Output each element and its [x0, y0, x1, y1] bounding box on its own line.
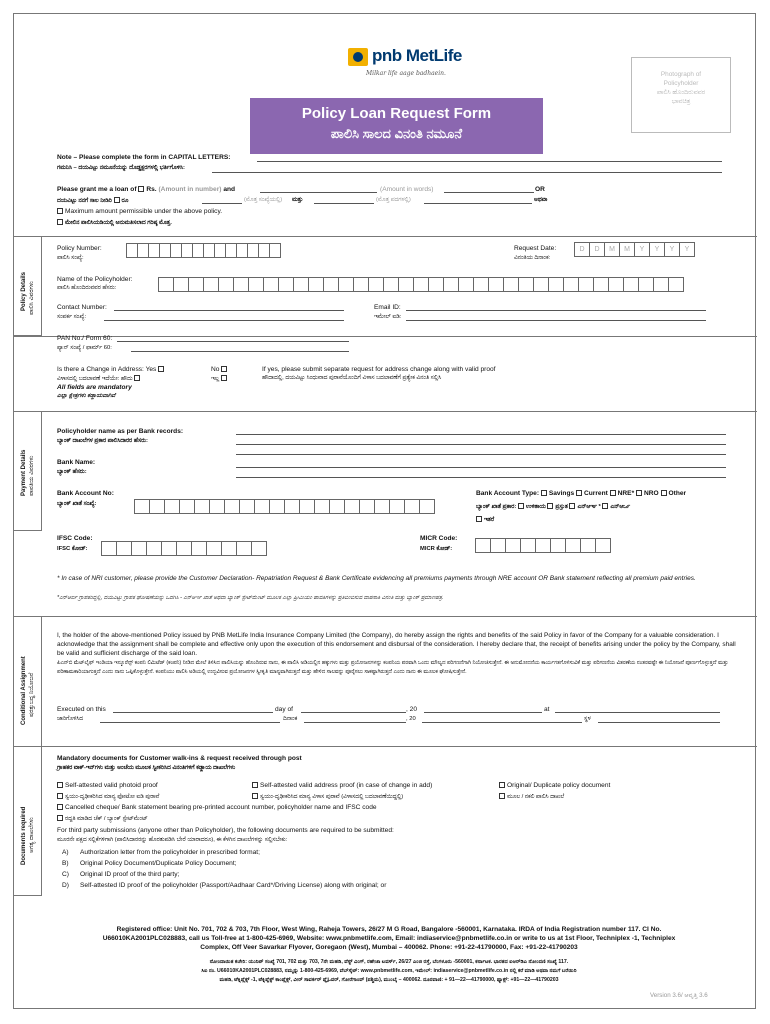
year-label-kn: , 20 — [406, 716, 416, 722]
nro-checkbox[interactable] — [636, 490, 642, 496]
ifsc-boxes[interactable] — [101, 541, 266, 556]
and-label: and — [223, 186, 236, 193]
amount-line-kn[interactable] — [202, 203, 242, 204]
footer-line: Registered office: Unit No. 701, 702 & 703, 7th Floor, West Wing, Raheja Towers, 26/27 M G Road, Bangalore -560001, Karnataka. IRDA of India Registration number 117. CI No. — [116, 926, 662, 933]
conditional-assignment-tab — [14, 616, 42, 748]
mandatory-note: All fields are mandatory — [57, 384, 132, 391]
other-checkbox[interactable] — [661, 490, 667, 496]
footer-line-kn: ಮಹಡಿ, ಟೆಕ್ನಿಪ್ಲೆಕ್ಸ್ -1, ಟೆಕ್ನಿಪ್ಲೆಕ್ಸ್ ಕಾಂಪ್ಲೆಕ್ಸ್, ವೀರ್ ಸಾವರ್ಕರ್ ಫ್ಲೈಓವರ್, ಗೋರೆಗಾಂವ್ (ಪಶ್ಚಿಮ), ಮುಂಬೈ – 400062. ದೂರವಾಣಿ: + 91—22—41790000, ಫ್ಯಾಕ್ಸ್: +91—22—41790203 — [219, 977, 559, 983]
date-box[interactable]: M — [604, 242, 620, 257]
policy-number-label: Policy Number: — [57, 245, 102, 252]
conditional-tab-label: Conditional Assignment — [21, 656, 27, 725]
footer-line: Complex, Off Veer Savarkar Flyover, Goregaon (West), Mumbai – 400062. Phone: +91-22-41790000, Fax: +91-22-41790203 — [200, 944, 578, 951]
doc-photoid-checkbox-kn[interactable] — [57, 793, 63, 799]
contact-number-line[interactable] — [104, 320, 344, 321]
doc-cheque-label: Cancelled cheque/ Bank statement bearing pre-printed account number, policyholder name and IFSC code — [65, 804, 377, 811]
amount-words-hint-kn: (ಮೊತ್ತ ಪದಗಳಲ್ಲಿ) — [376, 197, 411, 203]
section-divider — [14, 236, 757, 237]
loan-amount-checkbox-kn[interactable] — [114, 197, 120, 203]
policyholder-name-boxes[interactable] — [158, 277, 683, 292]
doc-cheque-label-kn: ರದ್ದತಿ ಮಾಡಿದ ಚೆಕ್ / ಬ್ಯಾಂಕ್ ಸ್ಟೇಟ್‌ಮೆಂಟ್ — [65, 816, 148, 822]
brand-metlife: MetLife — [405, 46, 462, 65]
brand-tagline: Milkar life aage badhaein. — [366, 70, 446, 77]
nre-checkbox-kn[interactable] — [569, 503, 575, 509]
address-change-yes-checkbox-kn[interactable] — [134, 375, 140, 381]
ifsc-label-kn: IFSC ಕೋಡ್: — [57, 546, 88, 552]
and-label-kn: ಮತ್ತು — [292, 197, 303, 203]
photo-label-kn: ಭಾವಚಿತ್ರ — [671, 98, 691, 105]
loan-label: Please grant me a loan of — [57, 186, 137, 193]
type-nro: NRO — [644, 490, 659, 497]
savings-checkbox[interactable] — [541, 490, 547, 496]
nro-checkbox-kn[interactable] — [602, 503, 608, 509]
rs-label-kn: ರೂ — [121, 198, 129, 204]
address-change-yes-checkbox[interactable] — [158, 366, 164, 372]
executed-day-line[interactable] — [113, 712, 273, 713]
footer-line: U66010KA2001PLC028883, call us Toll-free at 1-800-425-6969, Website: www.pnbmetlife.com, Email: indiaservice@pnbmetlife.co.in or write to us at 1st Floor, Techniplex -1, Techniplex — [102, 935, 676, 942]
email-line[interactable] — [406, 320, 706, 321]
payment-details-tab-label: Payment Details — [21, 449, 27, 496]
day-of-label: day of — [275, 706, 293, 713]
savings-checkbox-kn[interactable] — [518, 503, 524, 509]
third-party-note: For third party submissions (anyone other than Policyholder), the following documents are required to be submitted: — [57, 827, 394, 834]
doc-item-letter: D) — [62, 882, 69, 889]
section-divider — [14, 616, 757, 617]
doc-policy-checkbox[interactable] — [499, 782, 505, 788]
address-change-label-kn: ವಿಳಾಸದಲ್ಲಿ ಬದಲಾವಣೆ ಇದೆಯೇ: ಹೌದು — [57, 376, 133, 382]
type-current-kn: ಪ್ರಸ್ತುತ — [555, 504, 568, 510]
pnb-metlife-logo — [344, 46, 484, 86]
pan-label-kn: ಪ್ಯಾನ್ ಸಂಖ್ಯೆ / ಫಾರ್ಮ್ 60: — [57, 345, 112, 351]
bank-name-line[interactable] — [236, 467, 726, 468]
form-title: Policy Loan Request Form — [301, 105, 492, 122]
account-number-label-kn: ಬ್ಯಾಂಕ್ ಖಾತೆ ಸಂಖ್ಯೆ: — [57, 501, 97, 507]
note-line — [257, 161, 722, 162]
request-date-boxes[interactable] — [574, 242, 694, 257]
account-type-label-kn: ಬ್ಯಾಂಕ್ ಖಾತೆ ಪ್ರಕಾರ: — [476, 504, 517, 510]
doc-item-letter: C) — [62, 871, 69, 878]
contact-number-label: Contact Number: — [57, 304, 107, 311]
policy-details-tab-label-kn: ಪಾಲಿಸಿ ವಿವರಗಳು — [29, 281, 35, 315]
pan-line[interactable] — [117, 341, 349, 342]
place-label-kn: ಸ್ಥಳ — [584, 716, 591, 722]
executed-month-line-kn[interactable] — [304, 722, 406, 723]
executed-on-label: Executed on this — [57, 706, 106, 713]
current-checkbox[interactable] — [576, 490, 582, 496]
doc-address-label: Self-attested valid address proof (in case of change in add) — [260, 782, 433, 789]
pnb-logo-icon — [348, 48, 368, 66]
pan-line[interactable] — [131, 351, 349, 352]
policyholder-name-label-kn: ಪಾಲಿಸಿ ಹೊಂದಿರುವವರ ಹೆಸರು: — [57, 285, 117, 291]
doc-item-text: Self-attested ID proof of the policyholder (Passport/Aadhaar Card*/Driving License) along with original; or — [80, 882, 387, 889]
address-note-kn: ಹೌದಾದಲ್ಲಿ, ದಯವಿಟ್ಟು ಸಿಂಧುವಾದ ಪುರಾವೆಯೊಂದಿಗೆ ವಿಳಾಸ ಬದಲಾವಣೆಗೆ ಪ್ರತ್ಯೇಕ ವಿನಂತಿ ಸಲ್ಲಿಸಿ — [262, 375, 442, 381]
email-label: Email ID: — [374, 304, 401, 311]
date-box[interactable]: Y — [634, 242, 650, 257]
date-box[interactable]: D — [574, 242, 590, 257]
bank-holder-name-label: Policyholder name as per Bank records: — [57, 428, 184, 435]
request-date-label-kn: ವಿನಂತಿಯ ದಿನಾಂಕ: — [514, 255, 551, 261]
amount-line-kn[interactable] — [424, 203, 532, 204]
documents-heading-kn: ಗ್ರಾಹಕರ ವಾಕ್-ಇನ್‌ಗಳು ಮತ್ತು ಅಂಚೆಯ ಮೂಲಕ ಸ್ವೀಕರಿಸಿದ ವಿನಂತಿಗಳಿಗೆ ಕಡ್ಡಾಯ ದಾಖಲೆಗಳು — [57, 765, 236, 771]
amount-words-hint: (Amount in words) — [380, 186, 434, 193]
title-banner — [250, 98, 543, 154]
documents-tab-label-kn: ಅಗತ್ಯ ದಾಖಲೆಗಳು — [29, 817, 35, 853]
doc-address-checkbox-kn[interactable] — [252, 793, 258, 799]
account-number-boxes[interactable] — [134, 499, 434, 514]
nri-note: * In case of NRI customer, please provide the Customer Declaration- Repatriation Request & Bank Certificate evidencing all premiums payments through NRE account OR Bank statement reflecting all premium paid entries. — [57, 575, 696, 582]
payment-details-tab — [14, 411, 42, 531]
mandatory-note-kn: ಎಲ್ಲಾ ಕ್ಷೇತ್ರಗಳು ಕಡ್ಡಾಯವಾಗಿವೆ — [57, 393, 116, 399]
documents-required-tab — [14, 746, 42, 896]
at-label: at — [544, 706, 550, 713]
micr-label: MICR Code: — [420, 535, 458, 542]
photo-label: Policyholder — [663, 80, 699, 87]
account-type-label: Bank Account Type: — [476, 490, 540, 497]
request-date-label: Request Date: — [514, 245, 557, 252]
doc-address-checkbox[interactable] — [252, 782, 258, 788]
photo-label-kn: ಪಾಲಿಸಿ ಹೊಂದಿರುವವರ — [656, 89, 706, 96]
micr-label-kn: MICR ಕೋಡ್: — [420, 546, 453, 552]
doc-photoid-label-kn: ಸ್ವಯಂ-ದೃಢೀಕರಿಸಿದ ಮಾನ್ಯ ಫೋಟೋ ಐಡಿ ಪುರಾವೆ — [65, 794, 160, 800]
or-label-kn: ಅಥವಾ — [534, 197, 548, 203]
policy-details-tab-label: Policy Details — [21, 271, 27, 311]
email-label-kn: ಇಮೇಲ್ ಐಡಿ: — [374, 314, 402, 320]
nre-checkbox[interactable] — [610, 490, 616, 496]
type-other-kn: ಇತರೆ — [484, 517, 495, 523]
loan-amount-checkbox[interactable] — [138, 186, 144, 192]
section-divider — [14, 746, 757, 747]
doc-item-letter: A) — [62, 849, 69, 856]
or-label: OR — [535, 186, 545, 193]
type-savings-kn: ಉಳಿತಾಯ — [525, 504, 546, 510]
note-text-kn: ಗಮನಿಸಿ – ದಯವಿಟ್ಟು ನಮೂನೆಯನ್ನು ದೊಡ್ಡಕ್ಷರಗಳಲ್ಲಿ ಭರ್ತಿಗೊಳಿಸಿ: — [57, 165, 185, 171]
executed-place-line[interactable] — [555, 712, 720, 713]
max-amount-label-kn: ಮೇಲಿನ ಪಾಲಿಸಿಯಡಿಯಲ್ಲಿ ಅನುಮತಿಸಲಾದ ಗರಿಷ್ಠ ಮೊತ್ತ. — [65, 220, 172, 226]
ifsc-label: IFSC Code: — [57, 535, 93, 542]
type-nre: NRE* — [617, 490, 635, 497]
executed-day-line-kn[interactable] — [100, 722, 280, 723]
documents-heading: Mandatory documents for Customer walk-ins & request received through post — [57, 755, 302, 762]
executed-year-line-kn[interactable] — [422, 722, 582, 723]
version-label: Version 3.6/ ಆವೃತ್ತಿ 3.6 — [650, 992, 708, 999]
bank-name-label: Bank Name: — [57, 459, 96, 466]
date-label-kn: ದಿನಾಂಕ — [283, 716, 298, 722]
doc-photoid-checkbox[interactable] — [57, 782, 63, 788]
note-line — [212, 172, 722, 173]
type-other: Other — [668, 490, 687, 497]
date-box[interactable]: M — [619, 242, 635, 257]
executed-place-line-kn[interactable] — [598, 722, 720, 723]
type-savings: Savings — [548, 490, 575, 497]
amount-number-hint: (Amount in number) — [158, 186, 222, 193]
payment-details-tab-label-kn: ಪಾವತಿಯ ವಿವರಗಳು — [29, 455, 35, 496]
bank-name-line[interactable] — [236, 477, 726, 478]
other-checkbox-kn[interactable] — [476, 516, 482, 522]
max-amount-checkbox[interactable] — [57, 208, 63, 214]
amount-line-kn[interactable] — [314, 203, 374, 204]
date-box[interactable]: Y — [664, 242, 680, 257]
loan-label-kn: ದಯವಿಟ್ಟು ನನಗೆ ಸಾಲ ನೀಡಿರಿ — [57, 198, 112, 204]
photograph-box[interactable] — [631, 57, 731, 133]
note-text: Note – Please complete the form in CAPITAL LETTERS: — [57, 154, 231, 161]
type-current: Current — [584, 490, 608, 497]
amount-number-line[interactable] — [260, 192, 377, 193]
section-divider — [14, 411, 757, 412]
email-line[interactable] — [406, 310, 706, 311]
section-divider — [14, 336, 757, 337]
contact-number-label-kn: ಸಂಪರ್ಕ ಸಂಖ್ಯೆ: — [57, 314, 87, 320]
executed-month-line[interactable] — [301, 712, 406, 713]
nri-note-kn: *ಎನ್ಆರ್ಐ ಗ್ರಾಹಕರಿದ್ದಲ್ಲಿ, ದಯವಿಟ್ಟು ಗ್ರಾಹಕ ಘೋಷಣೆಯನ್ನು ಒದಗಿಸಿ - ಎನ್ಆರ್ಇ ಖಾತೆ ಅಥವಾ ಬ್ಯಾಂಕ್ ಸ್ಟೇಟ್‌ಮೆಂಟ್ ಮೂಲಕ ಎಲ್ಲಾ ಪ್ರೀಮಿಯಂ ಪಾವತಿಗಳನ್ನು ಪ್ರತಿಬಿಂಬಿಸುವ ವಾಪಸಾತಿ ವಿನಂತಿ ಮತ್ತು ಬ್ಯಾಂಕ್ ಪ್ರಮಾಣಪತ್ರ. — [57, 595, 444, 601]
bank-holder-name-label-kn: ಬ್ಯಾಂಕ್ ದಾಖಲೆಗಳ ಪ್ರಕಾರ ಪಾಲಿಸಿದಾರರ ಹೆಸರು: — [57, 438, 148, 444]
pan-label: PAN No./ Form 60: — [57, 335, 113, 342]
rs-label: Rs. — [146, 186, 157, 193]
address-change-label: Is there a Change in Address: Yes — [57, 366, 157, 373]
form-title-kn: ಪಾಲಿಸಿ ಸಾಲದ ವಿನಂತಿ ನಮೂನೆ — [330, 126, 463, 141]
doc-cheque-checkbox[interactable] — [57, 804, 63, 810]
address-note: If yes, please submit separate request for address change along with valid proof — [262, 366, 496, 373]
date-box[interactable]: Y — [649, 242, 665, 257]
third-party-note-kn: ಮೂರನೇ ಪಕ್ಷದ ಸಲ್ಲಿಕೆಗಳಿಗಾಗಿ (ಪಾಲಿಸಿದಾರರನ್ನು ಹೊರತುಪಡಿಸಿ ಬೇರೆ ಯಾರಾದರೂ), ಈ ಕೆಳಗಿನ ದಾಖಲೆಗಳನ್ನು ಸಲ್ಲಿಸಬೇಕು: — [57, 837, 288, 843]
current-checkbox-kn[interactable] — [547, 503, 553, 509]
account-number-label: Bank Account No: — [57, 490, 114, 497]
type-nro-kn: ಎನ್ಆರ್ಒ — [610, 504, 630, 510]
type-nre-kn: ಎನ್ಆರ್ಇ * — [577, 504, 601, 510]
bank-holder-name-line[interactable] — [236, 444, 726, 445]
amount-words-line[interactable] — [444, 192, 534, 193]
doc-policy-checkbox-kn[interactable] — [499, 793, 505, 799]
address-change-no-checkbox[interactable] — [221, 366, 227, 372]
doc-item-text: Original ID proof of the third party; — [80, 871, 180, 878]
doc-item-text: Original Policy Document/Duplicate Policy Document; — [80, 860, 237, 867]
date-box[interactable]: D — [589, 242, 605, 257]
micr-boxes[interactable] — [475, 538, 610, 553]
max-amount-checkbox-kn[interactable] — [57, 219, 63, 225]
form-page — [13, 13, 756, 1009]
doc-photoid-label: Self-attested valid photoid proof — [65, 782, 158, 789]
no-label: No — [211, 366, 220, 373]
bank-name-label-kn: ಬ್ಯಾಂಕ್ ಹೆಸರು: — [57, 469, 87, 475]
max-amount-label: Maximum amount permissible under the above policy. — [65, 208, 223, 215]
doc-policy-label: Original/ Duplicate policy document — [507, 782, 611, 789]
assignment-paragraph-kn: ಪಿಎನ್‌ಬಿ ಮೆಟ್‌ಲೈಫ್ ಇಂಡಿಯಾ ಇನ್ಶೂರೆನ್ಸ್ ಕಂಪನಿ ಲಿಮಿಟೆಡ್ (ಕಂಪನಿ) ನೀಡಿದ ಮೇಲೆ ತಿಳಿಸಿದ ಪಾಲಿಸಿಯನ್ನು ಹೊಂದಿರುವ ನಾನು, ಈ ಪಾಲಿಸಿ ಅಡಿಯಲ್ಲಿನ ಹಕ್ಕುಗಳು ಮತ್ತು ಪ್ರಯೋಜನಗಳನ್ನು ಕಂಪನಿಯ ಪರವಾಗಿ ಒಂದು ಮೌಲ್ಯದ ಪರಿಗಣನೆಗಾಗಿ ನಿಯೋಜಿಸುತ್ತೇನೆ. ಈ ಅನುಮೋದನೆಯ ಕಾರ್ಯಗತಗೊಳಿಸುವಿಕೆ ಮತ್ತು ಪರಿಗಣನೆಯ ವಿತರಣೆಯ ನಂತರವಷ್ಟೇ ಈ ನಿಯೋಜನೆ ಪೂರ್ಣಗೊಳ್ಳುತ್ತದೆ ಮತ್ತು ಪರಿಣಾಮಕಾರಿಯಾಗುತ್ತದೆ ಎಂದು ನಾನು ಒಪ್ಪಿಕೊಳ್ಳುತ್ತೇನೆ. ಕಂಪನಿಯು ಪಾಲಿಸಿ ಅಡಿಯಲ್ಲಿ ಉದ್ಭವಿಸುವ ಪ್ರಯೋಜನಗಳ ಸ್ವೀಕೃತಿ ಮಾನ್ಯವಾಗಿರುತ್ತದೆ ಮತ್ತು ಹೇಳಿದ ಸಾಲವನ್ನು ಪೂರೈಸಲು ಸಾಕಷ್ಟಾಗಿರುತ್ತದೆ ಎಂದು ನಾನು ಈ ಮೂಲಕ ಘೋಷಿಸುತ್ತೇನೆ. — [57, 660, 729, 675]
year-label: , 20 — [406, 706, 417, 713]
bank-holder-name-line[interactable] — [236, 434, 726, 435]
executed-on-label-kn: ಜಾರಿಗೊಳಿಸಿದ — [57, 716, 84, 722]
doc-item-letter: B) — [62, 860, 69, 867]
bank-holder-name-line[interactable] — [236, 454, 726, 455]
executed-year-line[interactable] — [424, 712, 542, 713]
policy-number-boxes[interactable] — [126, 243, 280, 258]
no-label-kn: ಇಲ್ಲ — [211, 376, 220, 382]
documents-tab-label: Documents required — [21, 806, 27, 865]
brand-pnb: pnb — [372, 46, 402, 65]
doc-item-text: Authorization letter from the policyholder in prescribed format; — [80, 849, 260, 856]
footer-line-kn: ನೋಂದಾಯಿತ ಕಚೇರಿ: ಯುನಿಟ್ ಸಂಖ್ಯೆ 701, 702 ಮತ್ತು 703, 7ನೇ ಮಹಡಿ, ವೆಸ್ಟ್ ವಿಂಗ್, ರಹೇಜಾ ಟವರ್ಸ್, 26/27 ಎಂಜಿ ರಸ್ತೆ, ಬೆಂಗಳೂರು -560001, ಕರ್ನಾಟಕ. ಭಾರತದ ಐಆರ್‌ಡಿಎ ನೋಂದಣಿ ಸಂಖ್ಯೆ 117. — [209, 959, 569, 965]
policy-details-tab — [14, 236, 42, 336]
address-change-no-checkbox-kn[interactable] — [221, 375, 227, 381]
amount-number-hint-kn: (ಮೊತ್ತ ಸಂಖ್ಯೆಯಲ್ಲಿ) — [244, 197, 283, 203]
conditional-tab-label-kn: ಷರತ್ತುಬದ್ಧ ನಿಯೋಜನೆ — [29, 672, 35, 717]
doc-cheque-checkbox-kn[interactable] — [57, 815, 63, 821]
assignment-paragraph: I, the holder of the above-mentioned Policy issued by PNB MetLife India Insurance Company Limited (the Company), do hereby assign the rights and benefits of the said Policy in favor of the Company for a valuable consideration. I acknowledge that the assignment shall be complete and effective only upon the execution of this endorsement and disbursal of the consideration. I hereby declare that, the receipt of benefits arising under the policy by the Company, shall be valid and sufficient discharge of the said loan. — [57, 632, 736, 657]
doc-policy-label-kn: ಮೂಲ / ನಕಲಿ ಪಾಲಿಸಿ ದಾಖಲೆ — [507, 794, 565, 800]
footer-line-kn: ಸಿಐ ನಂ. U66010KA2001PLC028883, ನಮ್ಮನ್ನು 1-800-425-6969, ವೆಬ್‌ಸೈಟ್: www.pnbmetlife.com, ಇಮೇಲ್: indiaservice@pnbmetlife.co.in ನಲ್ಲಿ ಕರೆ ಮಾಡಿ ಅಥವಾ ನಮಗೆ ಬರೆಯಿರಿ — [201, 968, 577, 974]
photo-label: Photograph of — [660, 71, 702, 78]
contact-number-line[interactable] — [114, 310, 344, 311]
date-box[interactable]: Y — [679, 242, 695, 257]
policyholder-name-label: Name of the Policyholder: — [57, 276, 133, 283]
doc-address-label-kn: ಸ್ವಯಂ-ದೃಢೀಕರಿಸಿದ ಮಾನ್ಯ ವಿಳಾಸ ಪುರಾವೆ (ವಿಳಾಸದಲ್ಲಿ ಬದಲಾವಣೆಯಿದ್ದಲ್ಲಿ) — [260, 794, 404, 800]
policy-number-label-kn: ಪಾಲಿಸಿ ಸಂಖ್ಯೆ: — [57, 255, 84, 261]
